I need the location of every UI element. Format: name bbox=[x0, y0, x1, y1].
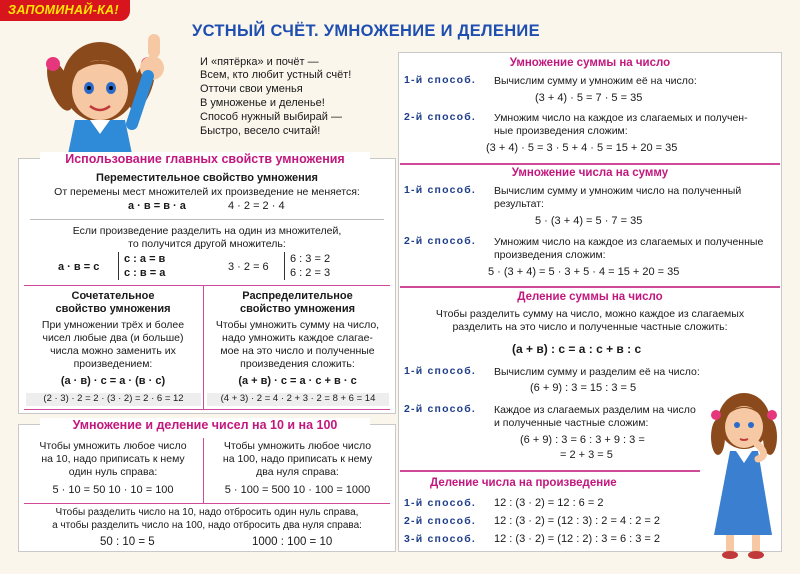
method-formula: 12 : (3 · 2) = (12 : 2) : 3 = 6 : 3 = 2 bbox=[494, 533, 661, 545]
method-text: ные произведения сложим: bbox=[494, 125, 628, 137]
way-label: 2-й способ. bbox=[404, 403, 477, 415]
commutative-title: Переместительное свойство умножения bbox=[96, 172, 318, 184]
poem-line: Всем, кто любит устный счёт! bbox=[200, 69, 352, 81]
poem-line: И «пятёрка» и почёт — bbox=[200, 56, 319, 68]
sum-division-title: Деление суммы на число bbox=[517, 291, 663, 303]
divider bbox=[30, 219, 384, 220]
way-label: 1-й способ. bbox=[404, 365, 477, 377]
method-text: разделить на это число и полученные частные сложить: bbox=[452, 321, 728, 333]
distributive-text: произведения сложить: bbox=[240, 358, 355, 370]
distributive-title: свойство умножения bbox=[239, 303, 356, 315]
poem-line: Отточи свои уменья bbox=[200, 83, 303, 95]
tens-bottom-example: 1000 : 100 = 10 bbox=[252, 536, 333, 548]
product-division-title: Деление числа на произведение bbox=[430, 477, 617, 489]
properties-title: Использование главных свойств умножения bbox=[40, 152, 370, 166]
tens-right-text: на 100, надо приписать к нему bbox=[222, 453, 373, 465]
commutative-text: От перемены мест множителей их произведение не меняется: bbox=[54, 186, 360, 198]
method-text: Вычислим сумму и умножим число на полученный bbox=[494, 185, 742, 197]
divider bbox=[24, 285, 390, 286]
method-formula: (6 + 9) : 3 = 6 : 3 + 9 : 3 = bbox=[520, 434, 645, 446]
method-text: Каждое из слагаемых разделим на число bbox=[494, 404, 696, 416]
divider bbox=[203, 438, 204, 504]
division-formula-right: c : a = в bbox=[124, 253, 166, 265]
associative-text: При умножении трёх и более bbox=[41, 319, 185, 331]
tens-bottom-example: 50 : 10 = 5 bbox=[100, 536, 155, 548]
divider bbox=[400, 470, 700, 472]
associative-example: (2 · 3) · 2 = 2 · (3 · 2) = 2 · 6 = 12 bbox=[26, 393, 201, 406]
associative-title: Сочетательное bbox=[71, 290, 155, 302]
method-text: Умножим число на каждое из слагаемых и получен- bbox=[494, 112, 748, 124]
poem-line: В умноженье и деленье! bbox=[200, 97, 325, 109]
girl-thinking-illustration bbox=[700, 385, 792, 563]
way-label: 2-й способ. bbox=[404, 111, 477, 123]
distributive-text: мое на это число и полученные bbox=[220, 345, 375, 357]
method-formula: = 2 + 3 = 5 bbox=[560, 449, 613, 461]
method-formula: 5 · (3 + 4) = 5 · 3 + 5 · 4 = 15 + 20 = 35 bbox=[488, 266, 680, 278]
way-label: 1-й способ. bbox=[404, 184, 477, 196]
method-text: и полученные частные сложим: bbox=[494, 417, 649, 429]
division-example-right: 6 : 3 = 2 bbox=[290, 253, 331, 265]
division-formula-right: c : в = a bbox=[124, 267, 166, 279]
tens-right-example: 5 · 100 = 500 10 · 100 = 1000 bbox=[224, 484, 371, 496]
distributive-text: надо умножить каждое слагае- bbox=[222, 332, 373, 344]
tens-right-text: два нуля справа: bbox=[256, 466, 339, 478]
method-text: Вычислим сумму и разделим её на число: bbox=[494, 366, 700, 378]
poem-line: Способ нужный выбирай — bbox=[200, 111, 342, 123]
distributive-formula: (a + в) · c = a · c + в · c bbox=[238, 375, 357, 387]
method-formula: (3 + 4) · 5 = 3 · 5 + 4 · 5 = 15 + 20 = 35 bbox=[486, 142, 678, 154]
page-title: УСТНЫЙ СЧЁТ. УМНОЖЕНИЕ И ДЕЛЕНИЕ bbox=[192, 22, 540, 40]
tens-left-text: Чтобы умножить любое число bbox=[39, 440, 187, 452]
divider bbox=[284, 252, 285, 280]
commutative-example: 4 · 2 = 2 · 4 bbox=[228, 200, 285, 212]
division-formula-left: a · в = c bbox=[58, 261, 100, 273]
distributive-title: Распределительное bbox=[242, 290, 353, 302]
division-example-left: 3 · 2 = 6 bbox=[228, 261, 269, 273]
tens-bottom-text: Чтобы разделить число на 10, надо отбросить один нуль справа, bbox=[55, 507, 359, 518]
divider bbox=[203, 285, 204, 409]
method-text: Умножим число на каждое из слагаемых и полученные bbox=[494, 236, 764, 248]
associative-text: чисел любые два (и больше) bbox=[42, 332, 184, 344]
method-text: произведения сложим: bbox=[494, 249, 606, 261]
tens-left-text: на 10, надо приписать к нему bbox=[41, 453, 185, 465]
distributive-text: Чтобы умножить сумму на число, bbox=[215, 319, 380, 331]
method-formula: (3 + 4) · 5 = 7 · 5 = 35 bbox=[535, 92, 643, 104]
division-example-right: 6 : 2 = 3 bbox=[290, 267, 331, 279]
way-label: 2-й способ. bbox=[404, 235, 477, 247]
associative-formula: (a · в) · c = a · (в · c) bbox=[60, 375, 166, 387]
commutative-formula: a · в = в · a bbox=[128, 200, 186, 212]
way-label: 1-й способ. bbox=[404, 74, 477, 86]
method-formula: (6 + 9) : 3 = 15 : 3 = 5 bbox=[530, 382, 637, 394]
associative-text: произведением: bbox=[73, 358, 153, 370]
sum-times-number-title: Умножение суммы на число bbox=[509, 57, 671, 69]
divider bbox=[118, 252, 119, 280]
way-label: 3-й способ. bbox=[404, 533, 477, 545]
way-label: 2-й способ. bbox=[404, 515, 477, 527]
divider bbox=[24, 503, 390, 504]
method-text: Чтобы разделить сумму на число, можно каждое из слагаемых bbox=[435, 308, 745, 320]
divider bbox=[400, 286, 780, 288]
method-text: результат: bbox=[494, 198, 544, 210]
logo: ЗАПОМИНАЙ-КА! bbox=[0, 0, 130, 21]
tens-right-text: Чтобы умножить любое число bbox=[223, 440, 372, 452]
distributive-example: (4 + 3) · 2 = 4 · 2 + 3 · 2 = 8 + 6 = 14 bbox=[207, 393, 389, 406]
method-text: Вычислим сумму и умножим её на число: bbox=[494, 75, 697, 87]
sum-division-formula: (a + в) : c = a : c + в : c bbox=[512, 342, 642, 356]
way-label: 1-й способ. bbox=[404, 497, 477, 509]
tens-left-text: один нуль справа: bbox=[68, 466, 158, 478]
method-formula: 12 : (3 · 2) = (12 : 3) : 2 = 4 : 2 = 2 bbox=[494, 515, 661, 527]
method-formula: 5 · (3 + 4) = 5 · 7 = 35 bbox=[535, 215, 643, 227]
poem-line: Быстро, весело считай! bbox=[200, 125, 321, 137]
tens-title: Умножение и деление чисел на 10 и на 100 bbox=[40, 418, 370, 432]
divider bbox=[400, 163, 780, 165]
division-text: Если произведение разделить на один из множителей, bbox=[72, 225, 342, 237]
divider bbox=[24, 409, 390, 410]
girl-thumbs-up-illustration bbox=[20, 24, 185, 154]
tens-left-example: 5 · 10 = 50 10 · 10 = 100 bbox=[52, 484, 174, 496]
associative-title: свойство умножения bbox=[55, 303, 171, 315]
division-text: то получится другой множитель: bbox=[128, 238, 286, 250]
method-formula: 12 : (3 · 2) = 12 : 6 = 2 bbox=[494, 497, 604, 509]
number-times-sum-title: Умножение числа на сумму bbox=[511, 167, 669, 179]
tens-bottom-text: а чтобы разделить число на 100, надо отбросить два нуля справа: bbox=[52, 520, 362, 531]
associative-text: числа можно заменить их bbox=[50, 345, 176, 357]
